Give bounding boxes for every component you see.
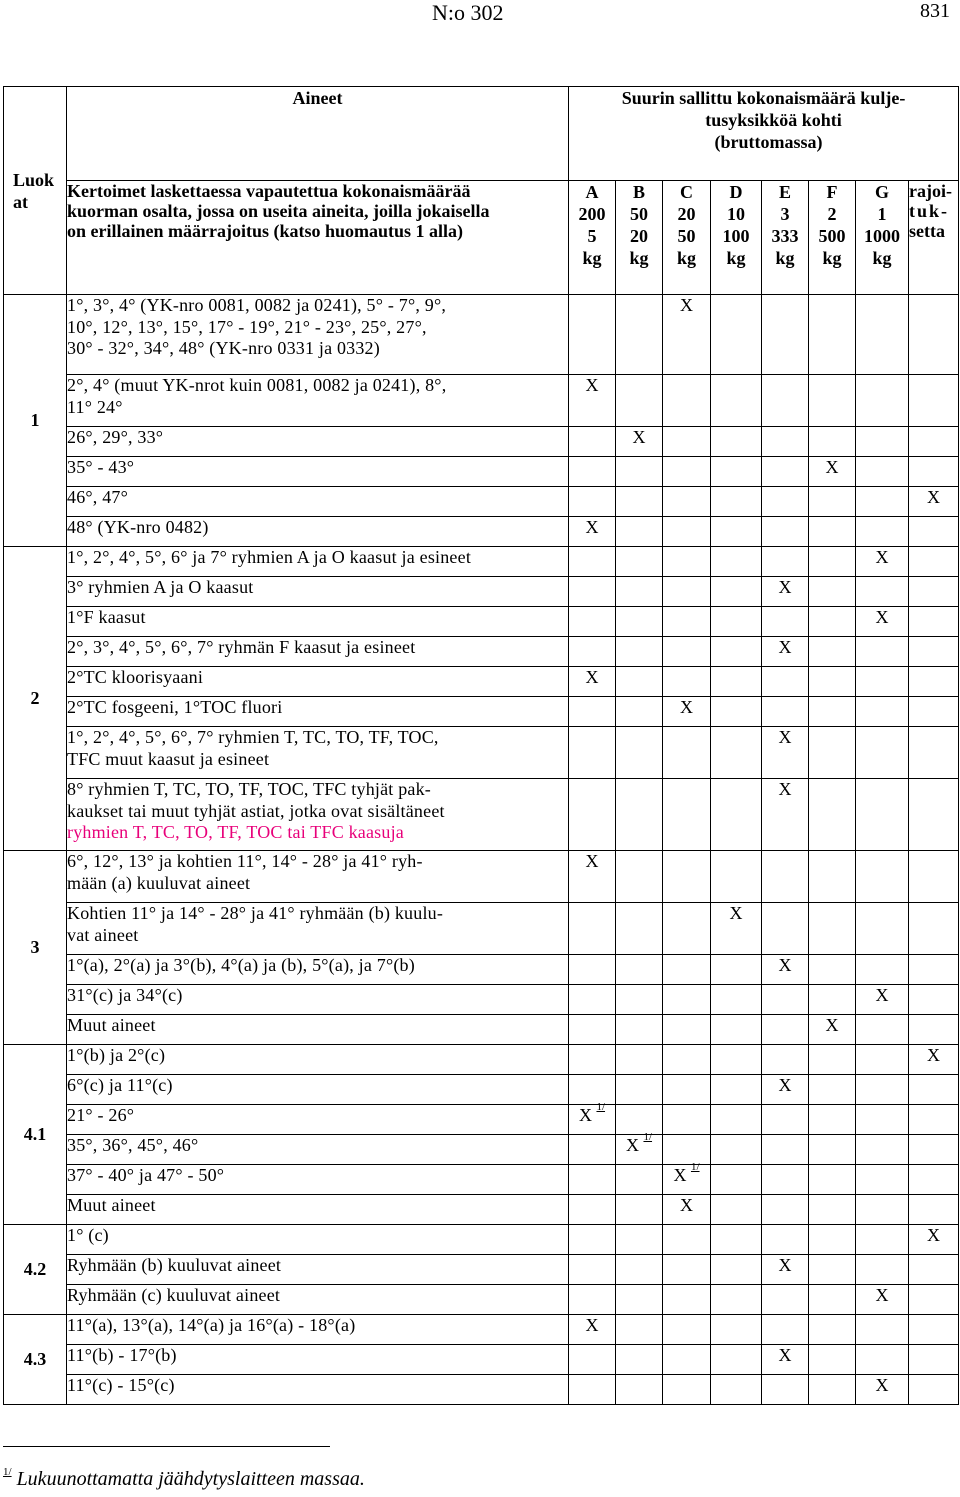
table-row: 1°, 2°, 4°, 5°, 6°, 7° ryhmien T, TC, TO, TF, TOC, TFC muut kaasut ja esineet (67, 727, 569, 779)
footnote-text: Lukuunottamatta jäähdytyslaitteen massaa. (16, 1468, 365, 1490)
mark-x: X (762, 1075, 809, 1105)
column-f-header: F 2 500 kg (809, 181, 856, 295)
mark-x: X (762, 779, 809, 851)
mark-x: X (569, 375, 616, 427)
mark-x-footnote: X $^{1/}$ (663, 1165, 711, 1195)
table-row: Ryhmään (b) kuuluvat aineet (67, 1255, 569, 1285)
table-row: 6°(c) ja 11°(c) (67, 1075, 569, 1105)
mark-x: X (809, 457, 856, 487)
table-row: 48° (YK-nro 0482) (67, 517, 569, 547)
footnote-divider (3, 1446, 330, 1447)
table-row: 11°(c) - 15°(c) (67, 1375, 569, 1405)
max-quantity-header: Suurin sallittu kokonaismäärä kulje- tusyksikköä kohti (bruttomassa) (569, 87, 959, 181)
mark-x: X (663, 1195, 711, 1225)
mark-x-footnote: X $^{1/}$ (616, 1135, 663, 1165)
table-row: 1°F kaasut (67, 607, 569, 637)
footnote-mark: 1/ (3, 1466, 12, 1479)
table-row: 1°, 2°, 4°, 5°, 6° ja 7° ryhmien A ja O kaasut ja esineet (67, 547, 569, 577)
table-row: 3° ryhmien A ja O kaasut (67, 577, 569, 607)
table-row: 2°, 4° (muut YK-nrot kuin 0081, 0082 ja 0241), 8°, 11° 24° (67, 375, 569, 427)
table-row: 26°, 29°, 33° (67, 427, 569, 457)
column-a-header: A 200 5 kg (569, 181, 616, 295)
mark-x: X (569, 851, 616, 903)
mark-x: X (856, 985, 909, 1015)
table-row: 31°(c) ja 34°(c) (67, 985, 569, 1015)
page-number: 831 (920, 0, 950, 22)
mark-x: X (856, 607, 909, 637)
mark-x: X (909, 1045, 959, 1075)
mark-x: X (762, 727, 809, 779)
substances-header: Aineet (67, 87, 569, 181)
table-row: 2°, 3°, 4°, 5°, 6°, 7° ryhmän F kaasut ja esineet (67, 637, 569, 667)
class-3-cell: 3 (4, 851, 67, 1045)
mark-x: X (762, 1345, 809, 1375)
class-2-cell: 2 (4, 547, 67, 851)
table-row: 1°, 3°, 4° (YK-nro 0081, 0082 ja 0241), 5° - 7°, 9°, 10°, 12°, 13°, 15°, 17° - 19°, 21° - 23°, 25°, 27°, 30° - 32°, 34°, 48° (YK-nro 0331 ja 0332) (67, 295, 569, 375)
mark-x: X (569, 517, 616, 547)
table-row: 11°(b) - 17°(b) (67, 1345, 569, 1375)
mark-x: X (762, 577, 809, 607)
mark-x-footnote: X $^{1/}$ (569, 1105, 616, 1135)
class-1-cell: 1 (4, 295, 67, 547)
column-b-header: B 50 20 kg (616, 181, 663, 295)
mark-x: X (569, 667, 616, 697)
unlimited-column-header: rajoi- tuk- setta (909, 181, 959, 295)
table-row: 21° - 26° (67, 1105, 569, 1135)
mark-x: X (909, 487, 959, 517)
table-row: 46°, 47° (67, 487, 569, 517)
table-row: 2°TC fosgeeni, 1°TOC fluori (67, 697, 569, 727)
mark-x: X (616, 427, 663, 457)
mark-x: X (762, 1255, 809, 1285)
mark-x: X (663, 697, 711, 727)
class-4-3-cell: 4.3 (4, 1315, 67, 1405)
page-number-label: N:o 302 (432, 0, 504, 25)
mark-x: X (711, 903, 762, 955)
mark-x: X (856, 1285, 909, 1315)
mark-x: X (569, 1315, 616, 1345)
quantity-limits-table (3, 86, 959, 1405)
column-g-header: G 1 1000 kg (856, 181, 909, 295)
table-row: Ryhmään (c) kuuluvat aineet (67, 1285, 569, 1315)
column-e-header: E 3 333 kg (762, 181, 809, 295)
mark-x: X (856, 1375, 909, 1405)
table-row: 35°, 36°, 45°, 46° (67, 1135, 569, 1165)
table-row: Muut aineet (67, 1015, 569, 1045)
classes-header: Luokat (4, 87, 67, 295)
table-row: Muut aineet (67, 1195, 569, 1225)
class-4-2-cell: 4.2 (4, 1225, 67, 1315)
table-row: 37° - 40° ja 47° - 50° (67, 1165, 569, 1195)
table-row: Kohtien 11° ja 14° - 28° ja 41° ryhmään (b) kuulu- vat aineet (67, 903, 569, 955)
highlighted-text: ryhmien T, TC, TO, TF, TOC tai TFC kaasuja (67, 822, 404, 842)
mark-x: X (809, 1015, 856, 1045)
mark-x: X (762, 637, 809, 667)
mark-x: X (762, 955, 809, 985)
column-d-header: D 10 100 kg (711, 181, 762, 295)
mark-x: X (856, 547, 909, 577)
table-row: 1°(b) ja 2°(c) (67, 1045, 569, 1075)
footnote (3, 1468, 365, 1491)
table-row: 35° - 43° (67, 457, 569, 487)
mark-x: X (909, 1225, 959, 1255)
column-c-header: C 20 50 kg (663, 181, 711, 295)
mark-x: X (663, 295, 711, 375)
table-row: 6°, 12°, 13° ja kohtien 11°, 14° - 28° ja 41° ryh- mään (a) kuuluvat aineet (67, 851, 569, 903)
table-row: 2°TC kloorisyaani (67, 667, 569, 697)
coefficients-header: Kertoimet laskettaessa vapautettua kokonaismäärää kuorman osalta, jossa on useita aineita, joilla jokaisella on erillainen määrrajoitus (katso huomautus 1 alla) (67, 181, 569, 295)
table-row: 1° (c) (67, 1225, 569, 1255)
table-row: 8° ryhmien T, TC, TO, TF, TOC, TFC tyhjät pak- kaukset tai muut tyhjät astiat, jotka ovat sisältäneet ryhmien T, TC, TO, TF, TOC tai TFC kaasuja (67, 779, 569, 851)
table-row: 11°(a), 13°(a), 14°(a) ja 16°(a) - 18°(a) (67, 1315, 569, 1345)
table-row: 1°(a), 2°(a) ja 3°(b), 4°(a) ja (b), 5°(a), ja 7°(b) (67, 955, 569, 985)
class-4-1-cell: 4.1 (4, 1045, 67, 1225)
